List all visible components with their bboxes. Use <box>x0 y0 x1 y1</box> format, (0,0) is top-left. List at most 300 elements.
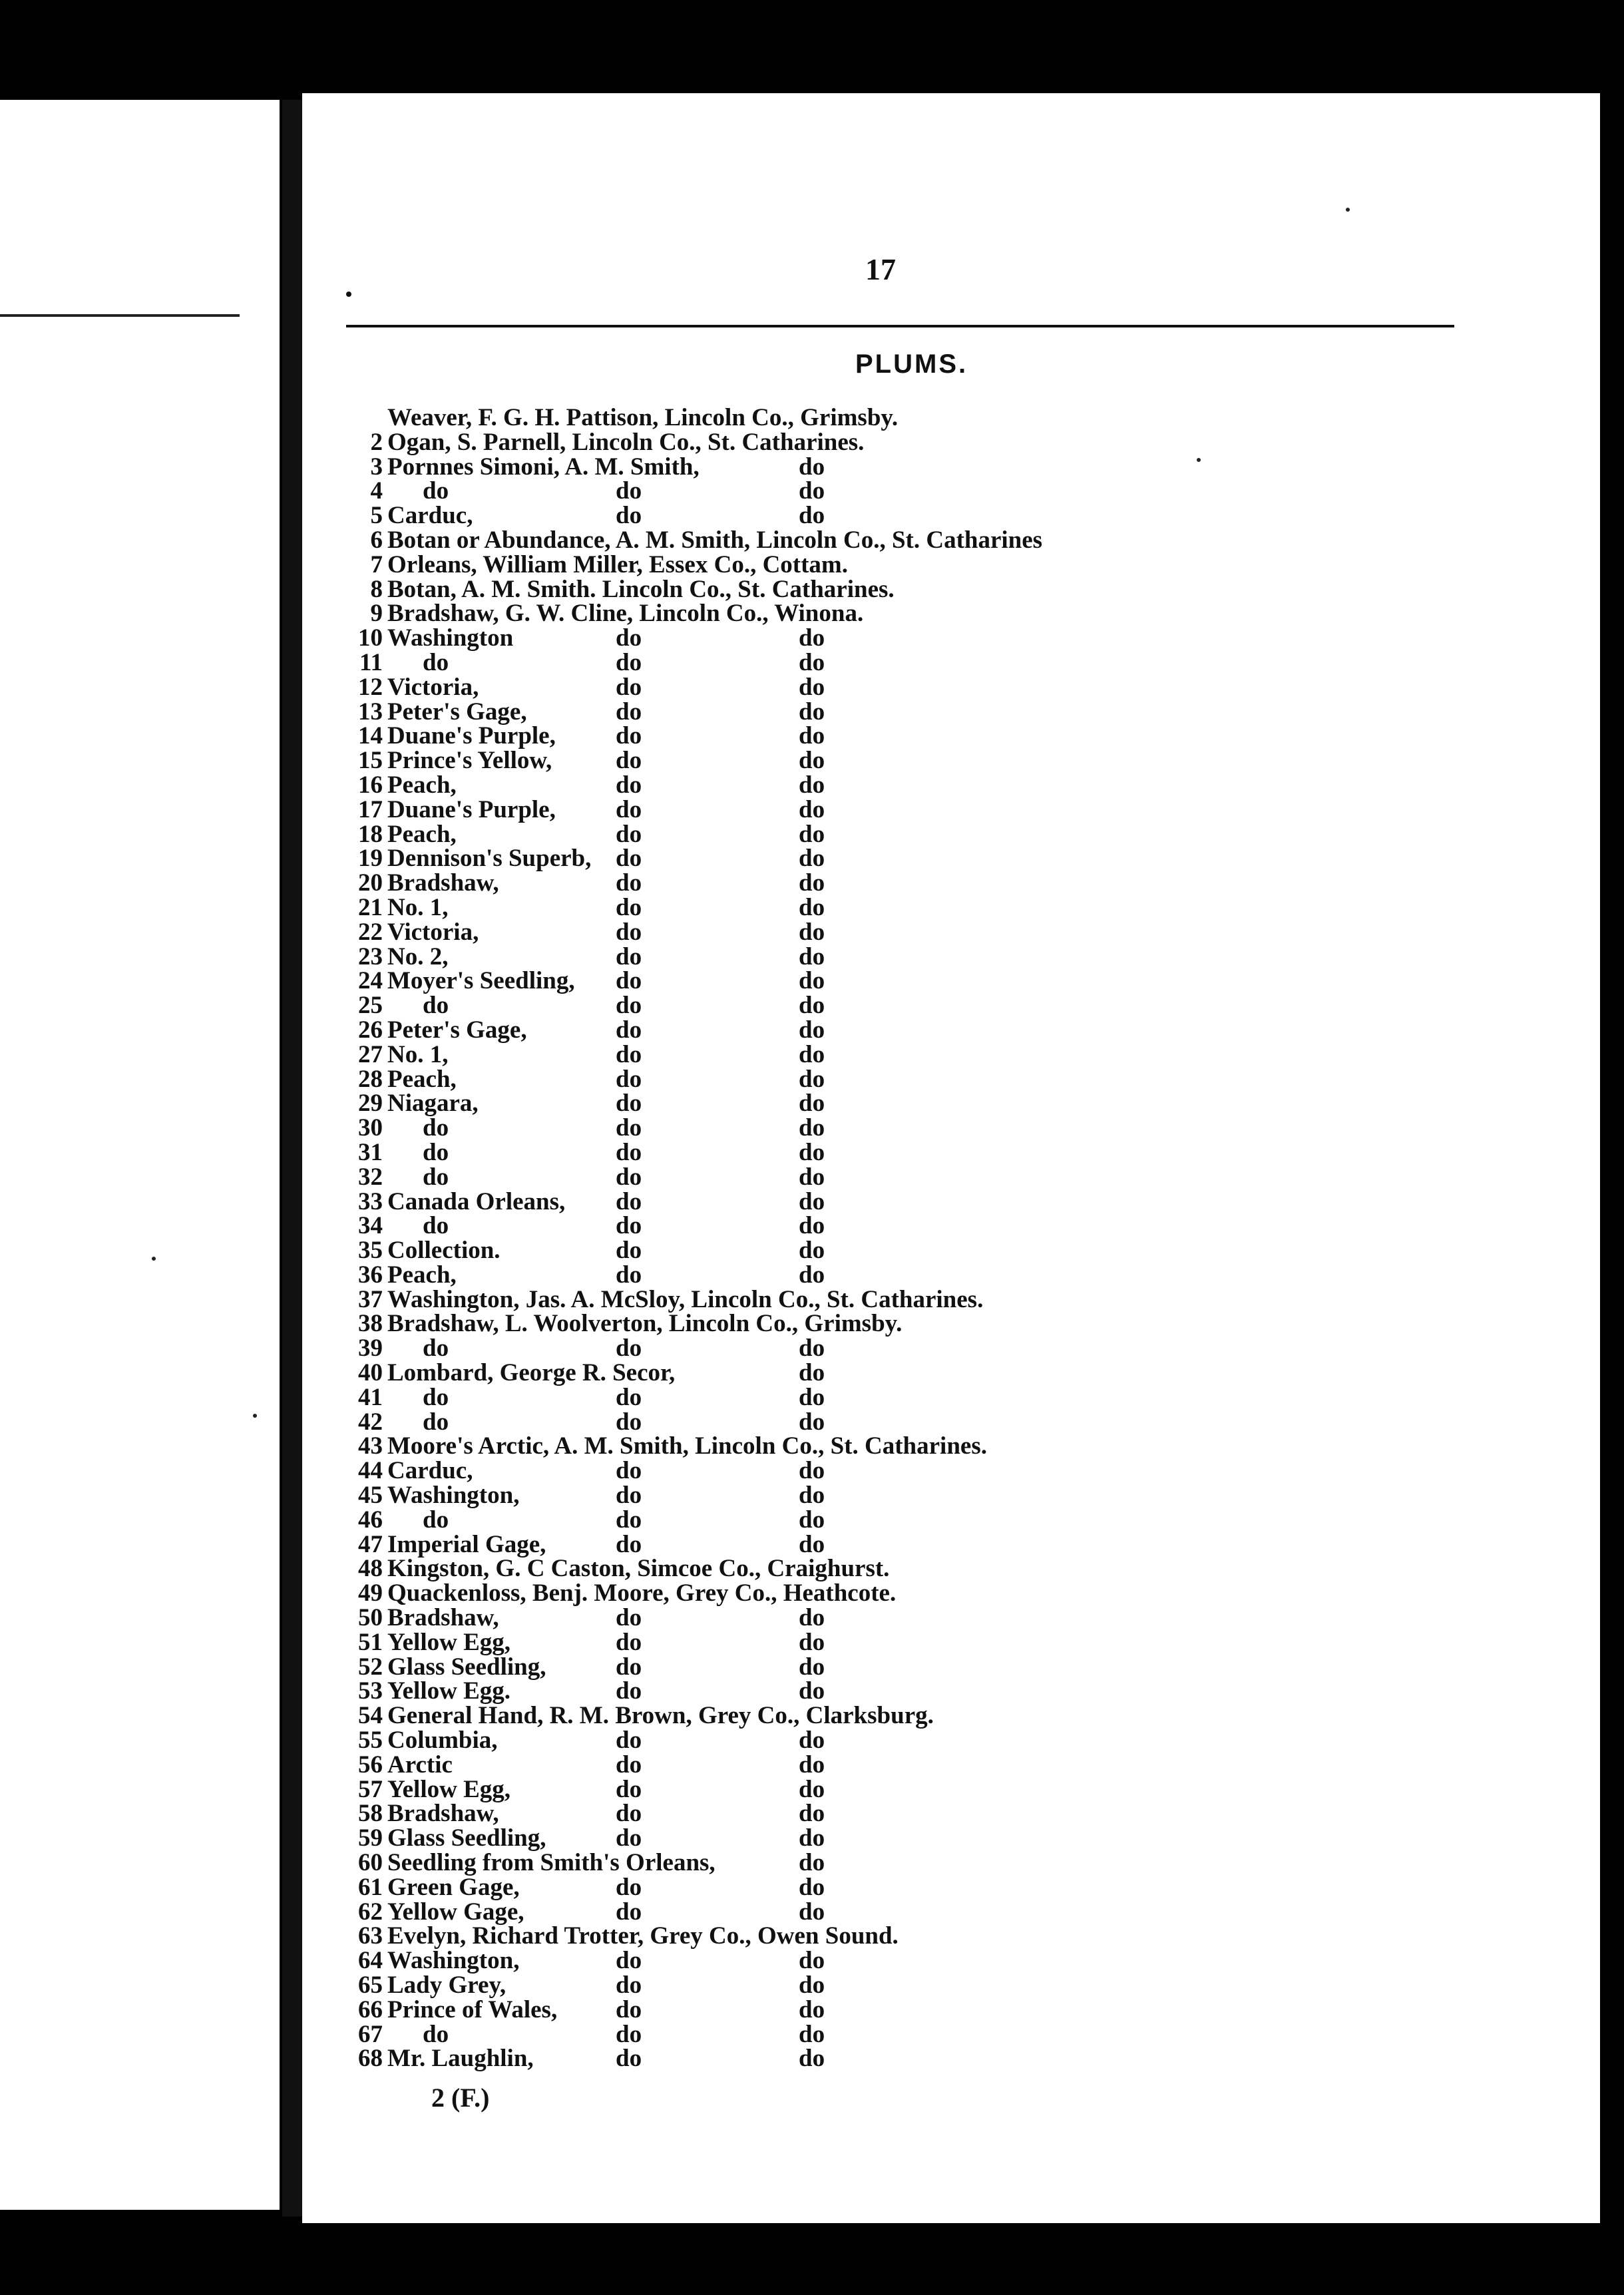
entry-row <box>346 602 1544 626</box>
entry-row <box>346 1484 1544 1508</box>
entry-row <box>346 1239 1544 1263</box>
entry-number: 16 <box>358 771 383 799</box>
page-number: 17 <box>865 252 896 286</box>
entry-number: 68 <box>358 2045 383 2073</box>
ditto-column-2: do <box>616 1898 642 1926</box>
entry-row <box>346 673 1544 701</box>
entry-text: Washington, <box>387 1947 520 1975</box>
ditto-column-3: do <box>799 648 825 676</box>
ditto-column-3: do <box>799 1163 825 1191</box>
entry-number: 61 <box>358 1873 383 1901</box>
ditto-column-3: do <box>799 698 825 726</box>
ditto-column-3: do <box>799 747 825 775</box>
ditto-column-2: do <box>616 1408 642 1436</box>
ditto-column-2: do <box>616 1775 642 1803</box>
entry-row <box>346 795 1544 823</box>
entry-number: 19 <box>358 845 383 873</box>
entry-row <box>346 455 1544 480</box>
entry-text: do <box>423 648 449 676</box>
entry-text: Duane's Purple, <box>387 722 556 750</box>
entry-text: Victoria, <box>387 918 479 946</box>
entry-row <box>346 648 1544 676</box>
ditto-column-3: do <box>799 918 825 946</box>
entry-text: Quackenloss, Benj. Moore, Grey Co., Heathcote. <box>387 1579 897 1607</box>
ditto-column-3: do <box>799 1677 825 1705</box>
ditto-column-2: do <box>616 893 642 921</box>
ditto-column-2: do <box>616 1457 642 1485</box>
entry-text: Yellow Egg. <box>387 1677 510 1705</box>
entry-number: 13 <box>358 698 383 726</box>
entry-number: 18 <box>358 820 383 848</box>
ditto-column-3: do <box>799 1016 825 1044</box>
entry-text: Green Gage, <box>387 1873 520 1901</box>
entry-text: Arctic <box>387 1751 453 1778</box>
ditto-column-3: do <box>799 673 825 701</box>
ditto-column-3: do <box>799 1800 825 1828</box>
entry-row <box>346 1508 1544 1533</box>
ditto-column-3: do <box>799 1824 825 1852</box>
entry-row <box>346 1873 1544 1901</box>
entry-text: Niagara, <box>387 1090 479 1118</box>
ditto-column-2: do <box>616 673 642 701</box>
entry-number: 12 <box>358 673 383 701</box>
entry-row <box>346 1092 1544 1116</box>
entry-number: 30 <box>358 1114 383 1142</box>
entry-text: do <box>423 1163 449 1191</box>
entry-text: Glass Seedling, <box>387 1653 546 1681</box>
ditto-column-2: do <box>616 1727 642 1755</box>
ditto-column-2: do <box>616 869 642 897</box>
entry-row <box>346 1802 1544 1826</box>
entry-number: 17 <box>358 795 383 823</box>
entry-row <box>346 700 1544 725</box>
entry-row <box>346 1285 1544 1313</box>
ditto-column-3: do <box>799 1530 825 1558</box>
ditto-column-2: do <box>616 845 642 873</box>
entry-text: No. 1, <box>387 893 449 921</box>
entry-number: 27 <box>358 1040 383 1068</box>
entry-number: 42 <box>358 1408 383 1436</box>
entry-number: 57 <box>358 1775 383 1803</box>
ditto-column-2: do <box>616 1261 642 1289</box>
entry-number: 38 <box>358 1310 383 1338</box>
entry-row <box>346 749 1544 773</box>
entry-text: Canada Orleans, <box>387 1187 566 1215</box>
entry-text: Peter's Gage, <box>387 698 527 726</box>
ditto-column-2: do <box>616 1237 642 1265</box>
ditto-column-3: do <box>799 722 825 750</box>
entry-row <box>346 1753 1544 1778</box>
entry-text: Peach, <box>387 1261 457 1289</box>
ditto-column-2: do <box>616 1873 642 1901</box>
entry-number: 25 <box>358 992 383 1020</box>
ditto-column-3: do <box>799 845 825 873</box>
entry-text: Peach, <box>387 771 457 799</box>
entry-text: do <box>423 1138 449 1166</box>
entry-number: 15 <box>358 747 383 775</box>
ditto-column-3: do <box>799 1506 825 1534</box>
entry-text: Peter's Gage, <box>387 1016 527 1044</box>
entry-text: Botan, A. M. Smith. Lincoln Co., St. Catharines. <box>387 575 895 603</box>
entry-row <box>346 575 1544 603</box>
ditto-column-2: do <box>616 967 642 995</box>
entry-row <box>346 1775 1544 1803</box>
entry-row <box>346 1557 1544 1581</box>
ditto-column-3: do <box>799 869 825 897</box>
entry-number: 53 <box>358 1677 383 1705</box>
entry-text: No. 1, <box>387 1040 449 1068</box>
entry-number: 28 <box>358 1065 383 1093</box>
entry-row <box>346 1704 1544 1729</box>
ditto-column-2: do <box>616 1800 642 1828</box>
entry-row <box>346 820 1544 848</box>
ditto-column-2: do <box>616 1187 642 1215</box>
ditto-column-3: do <box>799 1212 825 1240</box>
entry-row <box>346 1434 1544 1459</box>
ditto-column-3: do <box>799 967 825 995</box>
ditto-column-3: do <box>799 893 825 921</box>
entry-number: 4 <box>370 477 383 505</box>
ditto-column-3: do <box>799 1040 825 1068</box>
entry-text: Prince of Wales, <box>387 1995 558 2023</box>
entry-number: 2 <box>370 428 383 456</box>
ditto-column-2: do <box>616 1506 642 1534</box>
ditto-column-2: do <box>616 1677 642 1705</box>
entry-row <box>346 2020 1544 2048</box>
entry-text: Weaver, F. G. H. Pattison, Lincoln Co., Grimsby. <box>387 404 899 431</box>
ditto-column-3: do <box>799 1114 825 1142</box>
ditto-column-2: do <box>616 918 642 946</box>
entry-number: 3 <box>370 453 383 481</box>
ditto-column-3: do <box>799 1383 825 1411</box>
entry-number: 6 <box>370 526 383 554</box>
entry-text: Bradshaw, G. W. Cline, Lincoln Co., Winona. <box>387 600 864 628</box>
entry-number: 5 <box>370 502 383 530</box>
ditto-column-3: do <box>799 1237 825 1265</box>
ditto-column-3: do <box>799 1653 825 1681</box>
entry-text: do <box>423 992 449 1020</box>
entry-text: Washington, <box>387 1482 520 1510</box>
ditto-column-3: do <box>799 992 825 1020</box>
entry-text: Prince's Yellow, <box>387 747 552 775</box>
entry-number: 55 <box>358 1727 383 1755</box>
ditto-column-2: do <box>616 795 642 823</box>
entry-text: Lombard, George R. Secor, <box>387 1359 676 1387</box>
ditto-column-3: do <box>799 2020 825 2048</box>
speck <box>253 1414 257 1418</box>
entry-row <box>346 847 1544 871</box>
ditto-column-3: do <box>799 1335 825 1362</box>
entry-row <box>346 969 1544 994</box>
book-spine <box>282 100 302 2216</box>
ditto-column-3: do <box>799 477 825 505</box>
ditto-column-2: do <box>616 942 642 970</box>
entry-row <box>346 1655 1544 1680</box>
ditto-column-2: do <box>616 1604 642 1632</box>
entry-row <box>346 1949 1544 1974</box>
ditto-column-2: do <box>616 648 642 676</box>
plum-entry-list <box>346 406 1544 2071</box>
entry-number: 46 <box>358 1506 383 1534</box>
entry-text: do <box>423 1114 449 1142</box>
ditto-column-3: do <box>799 1995 825 2023</box>
entry-text: Glass Seedling, <box>387 1824 546 1852</box>
entry-row <box>346 1065 1544 1093</box>
entry-text: Carduc, <box>387 1457 473 1485</box>
entry-number: 7 <box>370 550 383 578</box>
entry-text: do <box>423 477 449 505</box>
ditto-column-2: do <box>616 1090 642 1118</box>
ditto-column-3: do <box>799 1898 825 1926</box>
ditto-column-2: do <box>616 1995 642 2023</box>
entry-text: Peach, <box>387 820 457 848</box>
entry-text: Pornnes Simoni, A. M. Smith, <box>387 453 700 481</box>
entry-row <box>346 994 1544 1018</box>
entry-row <box>346 1018 1544 1043</box>
entry-row <box>346 1459 1544 1484</box>
entry-number: 8 <box>370 575 383 603</box>
entry-row <box>346 1312 1544 1337</box>
ditto-column-3: do <box>799 1604 825 1632</box>
entry-number: 10 <box>358 624 383 652</box>
entry-text: Columbia, <box>387 1727 498 1755</box>
entry-number: 44 <box>358 1457 383 1485</box>
entry-row <box>346 1214 1544 1239</box>
ditto-column-2: do <box>616 1016 642 1044</box>
entry-number: 35 <box>358 1237 383 1265</box>
ditto-column-2: do <box>616 1138 642 1166</box>
entry-text: do <box>423 1506 449 1534</box>
entry-row <box>346 1361 1544 1386</box>
entry-row <box>346 918 1544 946</box>
entry-number: 62 <box>358 1898 383 1926</box>
entry-number: 51 <box>358 1628 383 1656</box>
entry-row <box>346 504 1544 528</box>
entry-number: 59 <box>358 1824 383 1852</box>
entry-number: 60 <box>358 1849 383 1877</box>
entry-number: 11 <box>359 648 383 676</box>
ditto-column-3: do <box>799 1090 825 1118</box>
entry-number: 41 <box>358 1383 383 1411</box>
entry-text: Moyer's Seedling, <box>387 967 575 995</box>
ditto-column-2: do <box>616 1947 642 1975</box>
ditto-column-2: do <box>616 771 642 799</box>
entry-number: 33 <box>358 1187 383 1215</box>
entry-row <box>346 1187 1544 1215</box>
entry-row <box>346 1606 1544 1631</box>
entry-row <box>346 1900 1544 1925</box>
entry-text: Evelyn, Richard Trotter, Grey Co., Owen Sound. <box>387 1922 899 1950</box>
entry-row <box>346 871 1544 896</box>
entry-text: Yellow Egg, <box>387 1775 510 1803</box>
entry-row <box>346 1974 1544 1998</box>
ditto-column-2: do <box>616 1335 642 1362</box>
ditto-column-3: do <box>799 1065 825 1093</box>
entry-number: 56 <box>358 1751 383 1778</box>
entry-number: 50 <box>358 1604 383 1632</box>
entry-text: No. 2, <box>387 942 449 970</box>
ditto-column-2: do <box>616 2045 642 2073</box>
facing-page <box>0 100 280 2210</box>
entry-number: 22 <box>358 918 383 946</box>
ditto-column-2: do <box>616 820 642 848</box>
entry-row <box>346 1826 1544 1851</box>
ditto-column-3: do <box>799 1457 825 1485</box>
entry-text: Bradshaw, <box>387 1800 499 1828</box>
ditto-column-3: do <box>799 1873 825 1901</box>
ditto-column-3: do <box>799 502 825 530</box>
entry-text: Bradshaw, L. Woolverton, Lincoln Co., Grimsby. <box>387 1310 903 1338</box>
entry-row <box>346 626 1544 651</box>
entry-text: Collection. <box>387 1237 501 1265</box>
entry-row <box>346 1530 1544 1558</box>
entry-number: 14 <box>358 722 383 750</box>
ditto-column-2: do <box>616 992 642 1020</box>
speck <box>1346 208 1350 212</box>
entry-number: 45 <box>358 1482 383 1510</box>
ditto-column-3: do <box>799 624 825 652</box>
entry-text: do <box>423 1335 449 1362</box>
ditto-column-2: do <box>616 698 642 726</box>
ditto-column-3: do <box>799 1482 825 1510</box>
entry-text: do <box>423 1383 449 1411</box>
entry-row <box>346 1628 1544 1656</box>
entry-text: do <box>423 2020 449 2048</box>
entry-text: Seedling from Smith's Orleans, <box>387 1849 715 1877</box>
ditto-column-3: do <box>799 1775 825 1803</box>
ditto-column-3: do <box>799 1751 825 1778</box>
ditto-column-2: do <box>616 2020 642 2048</box>
ditto-column-3: do <box>799 1359 825 1387</box>
entry-text: Washington <box>387 624 514 652</box>
ditto-column-2: do <box>616 1212 642 1240</box>
signature-mark: 2 (F.) <box>431 2083 490 2113</box>
entry-text: Botan or Abundance, A. M. Smith, Lincoln Co., St. Catharines <box>387 526 1043 554</box>
ditto-column-2: do <box>616 1040 642 1068</box>
entry-row <box>346 724 1544 749</box>
header-dot <box>346 292 351 297</box>
ditto-column-3: do <box>799 942 825 970</box>
entry-text: Washington, Jas. A. McSloy, Lincoln Co., St. Catharines. <box>387 1285 984 1313</box>
ditto-column-2: do <box>616 1482 642 1510</box>
ditto-column-2: do <box>616 1628 642 1656</box>
ditto-column-2: do <box>616 1383 642 1411</box>
entry-number: 65 <box>358 1972 383 1999</box>
ditto-column-3: do <box>799 820 825 848</box>
ditto-column-3: do <box>799 1138 825 1166</box>
ditto-column-2: do <box>616 1653 642 1681</box>
entry-row <box>346 1581 1544 1606</box>
entry-row <box>346 479 1544 504</box>
entry-row <box>346 1263 1544 1288</box>
entry-number: 20 <box>358 869 383 897</box>
entry-row <box>346 942 1544 970</box>
ditto-column-2: do <box>616 1530 642 1558</box>
entry-row <box>346 1040 1544 1068</box>
ditto-column-2: do <box>616 722 642 750</box>
entry-text: Victoria, <box>387 673 479 701</box>
entry-text: Bradshaw, <box>387 1604 499 1632</box>
entry-text: Imperial Gage, <box>387 1530 546 1558</box>
entry-number: 40 <box>358 1359 383 1387</box>
entry-text: Kingston, G. C Caston, Simcoe Co., Craighurst. <box>387 1555 890 1583</box>
facing-page-rule <box>0 314 240 317</box>
entry-row <box>346 1679 1544 1704</box>
entry-row <box>346 1383 1544 1411</box>
entry-number: 29 <box>358 1090 383 1118</box>
ditto-column-2: do <box>616 1114 642 1142</box>
entry-row <box>346 1116 1544 1141</box>
ditto-column-3: do <box>799 1849 825 1877</box>
entry-text: Moore's Arctic, A. M. Smith, Lincoln Co., St. Catharines. <box>387 1432 987 1460</box>
ditto-column-3: do <box>799 795 825 823</box>
entry-text: Carduc, <box>387 502 473 530</box>
entry-number: 64 <box>358 1947 383 1975</box>
entry-text: General Hand, R. M. Brown, Grey Co., Clarksburg. <box>387 1702 934 1730</box>
entry-number: 66 <box>358 1995 383 2023</box>
entry-row <box>346 406 1544 431</box>
speck <box>1197 458 1201 462</box>
entry-number: 36 <box>358 1261 383 1289</box>
entry-text: Bradshaw, <box>387 869 499 897</box>
entry-text: Lady Grey, <box>387 1972 507 1999</box>
ditto-column-2: do <box>616 502 642 530</box>
entry-row <box>346 1924 1544 1949</box>
ditto-column-2: do <box>616 1824 642 1852</box>
entry-row <box>346 550 1544 578</box>
header-rule <box>346 325 1454 327</box>
entry-text: do <box>423 1408 449 1436</box>
ditto-column-3: do <box>799 1408 825 1436</box>
entry-number: 43 <box>358 1432 383 1460</box>
ditto-column-2: do <box>616 477 642 505</box>
speck <box>152 1257 156 1261</box>
entry-row <box>346 1165 1544 1190</box>
ditto-column-3: do <box>799 771 825 799</box>
ditto-column-3: do <box>799 1261 825 1289</box>
entry-row <box>346 1995 1544 2023</box>
ditto-column-3: do <box>799 1947 825 1975</box>
ditto-column-3: do <box>799 1972 825 1999</box>
ditto-column-2: do <box>616 1751 642 1778</box>
entry-number: 48 <box>358 1555 383 1583</box>
entry-number: 54 <box>358 1702 383 1730</box>
ditto-column-3: do <box>799 1727 825 1755</box>
entry-row <box>346 428 1544 456</box>
ditto-column-3: do <box>799 2045 825 2073</box>
entry-row <box>346 1337 1544 1361</box>
entry-number: 23 <box>358 942 383 970</box>
ditto-column-2: do <box>616 1972 642 1999</box>
entry-number: 39 <box>358 1335 383 1362</box>
entry-number: 37 <box>358 1285 383 1313</box>
entry-number: 9 <box>370 600 383 628</box>
entry-number: 58 <box>358 1800 383 1828</box>
entry-row <box>346 1851 1544 1876</box>
entry-text: Yellow Gage, <box>387 1898 524 1926</box>
entry-number: 31 <box>358 1138 383 1166</box>
entry-row <box>346 1729 1544 1753</box>
entry-number: 26 <box>358 1016 383 1044</box>
ditto-column-3: do <box>799 453 825 481</box>
entry-number: 63 <box>358 1922 383 1950</box>
entry-row <box>346 1138 1544 1166</box>
entry-text: Yellow Egg, <box>387 1628 510 1656</box>
ditto-column-3: do <box>799 1628 825 1656</box>
ditto-column-2: do <box>616 624 642 652</box>
entry-text: Duane's Purple, <box>387 795 556 823</box>
entry-number: 32 <box>358 1163 383 1191</box>
